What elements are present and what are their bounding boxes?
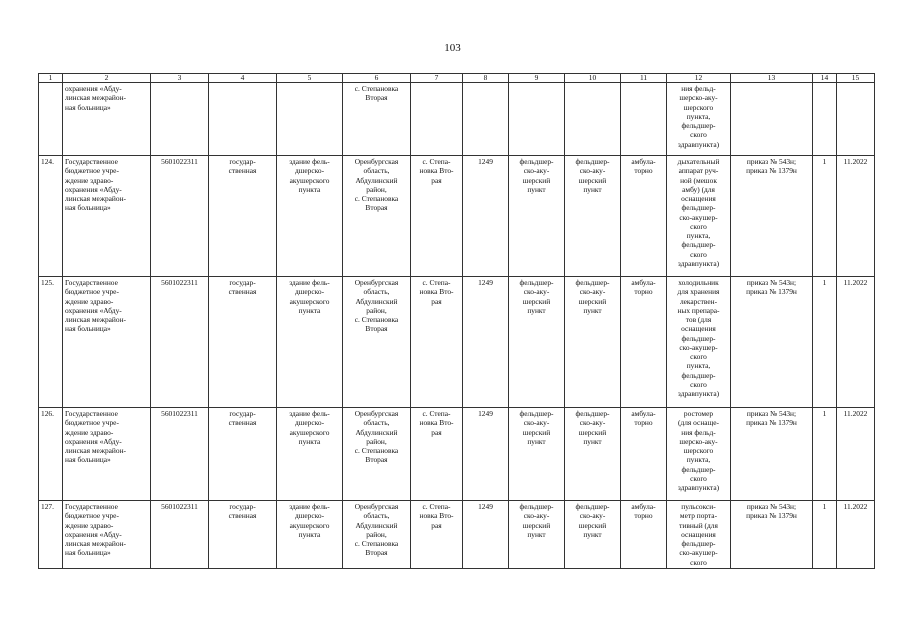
cell-settlement: с. Степа- новка Вто- рая: [411, 277, 463, 408]
cell-date: 11.2022: [837, 277, 875, 408]
cell-inn: 5601022311: [151, 408, 209, 501]
cell-equipment: дыхательный аппарат руч- ной (мешок амбу) (для оснащения фельдшер- ско-акушер- ского пункта, фельдшер- ского здравпункта): [667, 156, 731, 277]
cell-facility-profile: фельдшер- ско-аку- шерский пункт: [565, 501, 621, 569]
cell-settlement: с. Степа- новка Вто- рая: [411, 156, 463, 277]
cell-population: 1249: [463, 501, 509, 569]
cell-population: [463, 83, 509, 156]
cell-order: приказ № 543н; приказ № 1379н: [731, 156, 813, 277]
cell-ownership: государ- ственная: [209, 501, 277, 569]
cell-organization: Государственное бюджетное учре- ждение здраво- охранения «Абду- линская межрайон- ная больница»: [63, 277, 151, 408]
cell-ownership: государ- ственная: [209, 408, 277, 501]
table-row: [39, 83, 875, 156]
column-header: 3: [151, 74, 209, 83]
cell-population: 1249: [463, 156, 509, 277]
cell-address: Оренбургская область, Абдулинский район, с. Степановка Вторая: [343, 277, 411, 408]
cell-facility-type: фельдшер- ско-аку- шерский пункт: [509, 277, 565, 408]
cell-equipment: ростомер (для оснаще- ния фельд- шерско-аку- шерского пункта, фельдшер- ского здравпункта): [667, 408, 731, 501]
cell-quantity: [813, 83, 837, 156]
cell-facility-profile: фельдшер- ско-аку- шерский пункт: [565, 277, 621, 408]
cell-date: 11.2022: [837, 408, 875, 501]
column-header: 11: [621, 74, 667, 83]
cell-facility-type: [509, 83, 565, 156]
cell-address: Оренбургская область, Абдулинский район, с. Степановка Вторая: [343, 501, 411, 569]
registry-table: [38, 73, 875, 569]
cell-facility-profile: фельдшер- ско-аку- шерский пункт: [565, 408, 621, 501]
cell-organization: Государственное бюджетное учре- ждение здраво- охранения «Абду- линская межрайон- ная больница»: [63, 408, 151, 501]
cell-number: 125.: [39, 277, 63, 408]
cell-ownership: государ- ственная: [209, 277, 277, 408]
cell-facility-type: фельдшер- ско-аку- шерский пункт: [509, 408, 565, 501]
cell-order: приказ № 543н; приказ № 1379н: [731, 501, 813, 569]
cell-building: [277, 83, 343, 156]
cell-number: 127.: [39, 501, 63, 569]
column-header: 13: [731, 74, 813, 83]
column-header: 2: [63, 74, 151, 83]
cell-quantity: 1: [813, 156, 837, 277]
cell-facility-type: фельдшер- ско-аку- шерский пункт: [509, 501, 565, 569]
cell-quantity: 1: [813, 408, 837, 501]
cell-organization: Государственное бюджетное учре- ждение здраво- охранения «Абду- линская межрайон- ная больница»: [63, 501, 151, 569]
table-row: [39, 408, 875, 501]
cell-date: 11.2022: [837, 501, 875, 569]
column-header: 5: [277, 74, 343, 83]
column-header: 9: [509, 74, 565, 83]
header-row: [39, 74, 875, 83]
column-header: 6: [343, 74, 411, 83]
cell-ownership: [209, 83, 277, 156]
column-header: 1: [39, 74, 63, 83]
cell-population: 1249: [463, 277, 509, 408]
cell-care-form: амбула- торно: [621, 156, 667, 277]
column-header: 15: [837, 74, 875, 83]
cell-address: Оренбургская область, Абдулинский район, с. Степановка Вторая: [343, 156, 411, 277]
cell-order: приказ № 543н; приказ № 1379н: [731, 277, 813, 408]
cell-date: 11.2022: [837, 156, 875, 277]
table-row: [39, 277, 875, 408]
cell-ownership: государ- ственная: [209, 156, 277, 277]
cell-inn: 5601022311: [151, 277, 209, 408]
table-row: [39, 156, 875, 277]
cell-equipment: пульсокси- метр порта- тивный (для оснащения фельдшер- ско-акушер- ского: [667, 501, 731, 569]
cell-facility-profile: фельдшер- ско-аку- шерский пункт: [565, 156, 621, 277]
cell-building: здание фель- дшерско- акушерского пункта: [277, 277, 343, 408]
cell-inn: 5601022311: [151, 501, 209, 569]
cell-population: 1249: [463, 408, 509, 501]
column-header: 14: [813, 74, 837, 83]
column-header: 7: [411, 74, 463, 83]
cell-date: [837, 83, 875, 156]
cell-building: здание фель- дшерско- акушерского пункта: [277, 408, 343, 501]
cell-address: Оренбургская область, Абдулинский район, с. Степановка Вторая: [343, 408, 411, 501]
cell-building: здание фель- дшерско- акушерского пункта: [277, 501, 343, 569]
cell-care-form: амбула- торно: [621, 408, 667, 501]
column-header: 8: [463, 74, 509, 83]
cell-care-form: [621, 83, 667, 156]
cell-care-form: амбула- торно: [621, 501, 667, 569]
cell-quantity: 1: [813, 501, 837, 569]
cell-building: здание фель- дшерско- акушерского пункта: [277, 156, 343, 277]
cell-number: 124.: [39, 156, 63, 277]
cell-facility-type: фельдшер- ско-аку- шерский пункт: [509, 156, 565, 277]
cell-inn: [151, 83, 209, 156]
cell-quantity: 1: [813, 277, 837, 408]
cell-order: приказ № 543н; приказ № 1379н: [731, 408, 813, 501]
cell-organization: Государственное бюджетное учре- ждение здраво- охранения «Абду- линская межрайон- ная больница»: [63, 156, 151, 277]
column-header: 10: [565, 74, 621, 83]
cell-facility-profile: [565, 83, 621, 156]
column-header: 4: [209, 74, 277, 83]
cell-settlement: с. Степа- новка Вто- рая: [411, 408, 463, 501]
cell-settlement: [411, 83, 463, 156]
cell-organization: охранения «Абду- линская межрайон- ная больница»: [63, 83, 151, 156]
cell-number: 126.: [39, 408, 63, 501]
cell-address: с. Степановка Вторая: [343, 83, 411, 156]
cell-inn: 5601022311: [151, 156, 209, 277]
cell-equipment: холодильник для хранения лекарствен- ных препара- тов (для оснащения фельдшер- ско-акушер- ского пункта, фельдшер- ского здравпункта): [667, 277, 731, 408]
cell-settlement: с. Степа- новка Вто- рая: [411, 501, 463, 569]
column-header: 12: [667, 74, 731, 83]
cell-number: [39, 83, 63, 156]
cell-order: [731, 83, 813, 156]
cell-equipment: ния фельд- шерско-аку- шерского пункта, фельдшер- ского здравпункта): [667, 83, 731, 156]
page-number: 103: [444, 42, 461, 54]
cell-care-form: амбула- торно: [621, 277, 667, 408]
table-row: [39, 501, 875, 569]
